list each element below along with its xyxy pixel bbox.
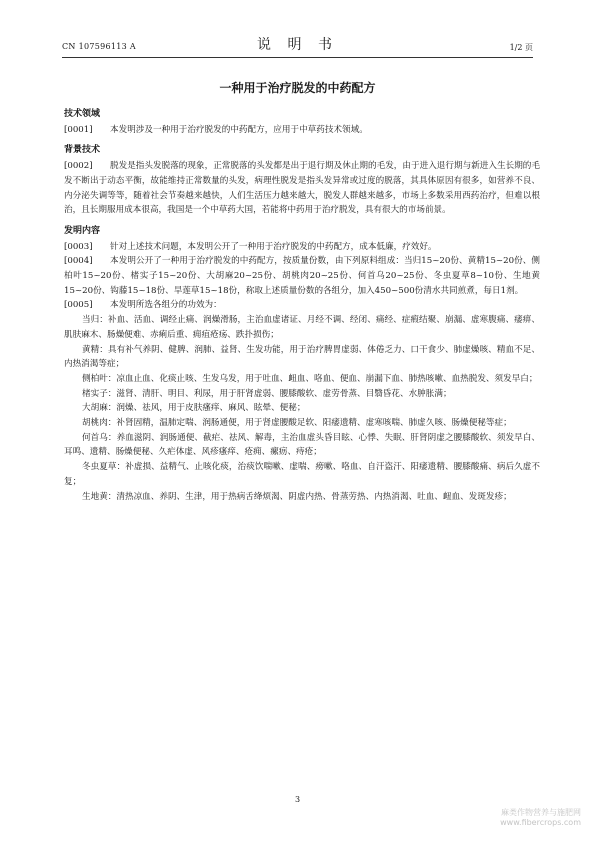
section-heading-summary: 发明内容 (64, 225, 101, 236)
page-indicator: 1/2 页 (509, 43, 533, 52)
section-heading-background: 背景技术 (64, 145, 101, 156)
paragraph (64, 254, 540, 298)
document-body (64, 107, 540, 504)
paragraph-text: 针对上述技术问题，本发明公开了一种用于治疗脱发的中药配方，成本低廉，疗效好。 (110, 241, 437, 252)
paragraph-number: [0002] (64, 161, 93, 172)
publication-number: CN 107596113 A (62, 42, 136, 51)
paragraph (64, 123, 540, 138)
paragraph (64, 298, 540, 313)
herb-item-dahuma: 大胡麻：润燥、祛风，用于皮肤瘙痒、麻风、眩晕、便秘； (82, 403, 306, 414)
paragraph-number: [0004] (64, 256, 93, 267)
herb-item-cebaiye: 侧柏叶：凉血止血、化痰止咳、生发乌发，用于吐血、衄血、咯血、便血、崩漏下血、肺热咳嗽、血热脱发、须发早白； (82, 373, 538, 384)
paragraph (64, 159, 540, 218)
page-number: 3 (294, 795, 301, 804)
herb-item-chushizi: 楮实子：滋肾、清肝、明目、利尿，用于肝肾虚弱、腰膝酸软、虚劳骨蒸、目翳昏花、水肿胀满； (82, 388, 452, 399)
paragraph-number: [0005] (64, 300, 93, 311)
page-header (62, 30, 533, 54)
watermark-url: www.fibercrops.com (500, 818, 581, 827)
header-divider (62, 57, 533, 58)
herb-item-huangjing: 黄精：具有补气养阴、健脾、润肺、益肾、生发功能，用于治疗脾胃虚弱、体倦乏力、口干食少、肺虚燥咳、精血不足、内热消渴等症； (64, 344, 540, 370)
paragraph-text: 脱发是指头发脱落的现象，正常脱落的头发都是出于退行期及休止期的毛发，由于进入退行期与新进入生长期的毛发不断出于动态平衡，故能维持正常数量的头发，病理性脱发是指头发异常或过度的脱落，其具体原因有很多，如营养不良、内分泌失调等等，随着社会节奏越来越快，人们生活压力越来越大，脱发人群越来越多，市场上多数采用西药治疗，但难以根治，且长期服用成本很高，我国是一个中草药大国，若能将中药用于治疗脱发，具有很大的市场前景。 (64, 161, 540, 216)
paragraph-text: 本发明涉及一种用于治疗脱发的中药配方，应用于中草药技术领域。 (110, 124, 368, 135)
paragraph-number: [0003] (64, 241, 93, 252)
herb-item-hutaorou: 胡桃肉：补肾固精，温肺定喘、润肠通便，用于肾虚腰酸足软、阳痿遗精、虚寒咳喘、肺虚久咳、肠燥便秘等症； (82, 418, 512, 429)
paragraph-number: [0001] (64, 124, 93, 135)
herb-item-heshouwu: 何首乌：养血滋阴、润肠通便、截疟、祛风、解毒，主治血虚头昏目眩、心悸、失眠、肝肾阴虚之腰膝酸软、须发早白、耳鸣、遗精、肠燥便秘、久疟体虚、风疹瘙痒、疮痈、瘰疬、痔疮； (64, 432, 540, 458)
herb-item-dongchongxiacao: 冬虫夏草：补虚损、益精气、止咳化痰，治痰饮喘嗽、虚喘、痨嗽、咯血、自汗盗汗、阳痿遗精、腰膝酸痛、病后久虚不复； (64, 462, 540, 487)
watermark-site-name: 麻类作物营养与施肥网 (501, 808, 581, 817)
document-type-title: 说 明 书 (257, 37, 338, 53)
watermark (500, 808, 581, 828)
herb-item-shengdihuang: 生地黄：清热凉血、养阴、生津，用于热病舌绛烦渴、阴虚内热、骨蒸劳热、内热消渴、吐血、衄血、发斑发疹； (82, 491, 512, 502)
herb-item-danggui: 当归：补血、活血、调经止痛、润燥滑肠，主治血虚诸证、月经不调、经闭、痛经、症瘕结聚、崩漏、虚寒腹痛、痿痹、肌肤麻木、肠燥便难、赤痢后重、痈疽疮疡、跌扑损伤； (64, 315, 540, 340)
section-heading-technical-field: 技术领域 (64, 109, 101, 119)
paragraph-text: 本发明所选各组分的功效为： (110, 300, 222, 311)
paragraph-text: 本发明公开了一种用于治疗脱发的中药配方，按质量份数，由下列原料组成：当归15~20份、黄精15~20份、侧柏叶15~20份、楮实子15~20份、大胡麻20~25份、胡桃肉20~25份、何首乌20~25份、冬虫夏草8~10份、生地黄15~20份、钩藤15~18份、旱莲草15~18份，称取上述质量份数的各组分，加入450~500份清水共同煎煮，每日1剂。 (64, 256, 540, 296)
patent-title: 一种用于治疗脱发的中药配方 (219, 81, 376, 95)
paragraph (64, 240, 540, 255)
